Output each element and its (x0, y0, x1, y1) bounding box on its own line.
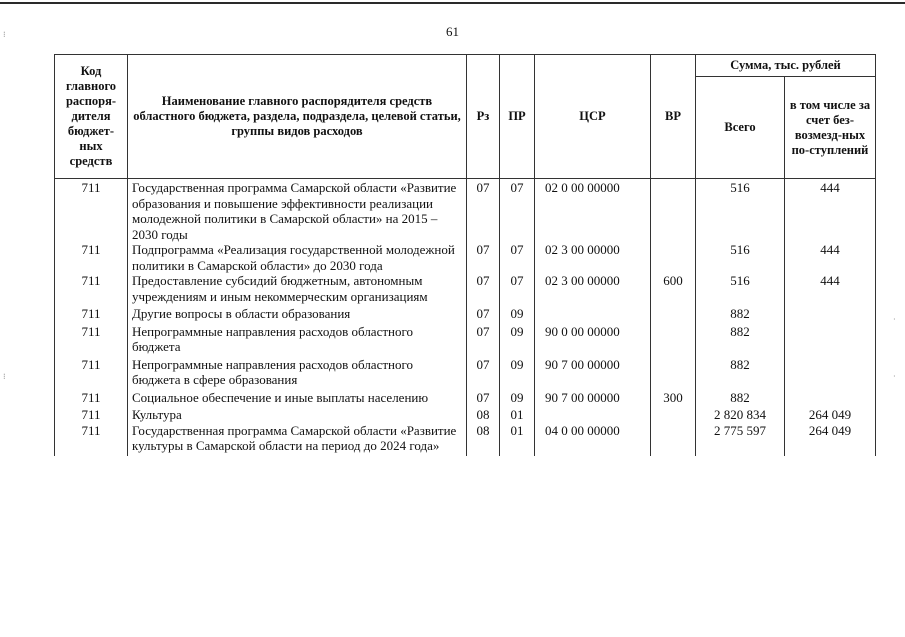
cell-csr: 90 7 00 00000 (535, 357, 651, 390)
header-sum-group: Сумма, тыс. рублей (696, 55, 876, 77)
cell-pr: 01 (500, 407, 535, 423)
cell-code: 711 (55, 357, 128, 390)
cell-vr (651, 306, 696, 324)
table-row (55, 423, 876, 456)
cell-total: 2 820 834 (696, 407, 785, 423)
table-row (55, 390, 876, 408)
cell-csr (535, 306, 651, 324)
cell-vr (651, 357, 696, 390)
table-row (55, 306, 876, 324)
cell-vr (651, 423, 696, 456)
cell-csr: 90 0 00 00000 (535, 324, 651, 357)
cell-total: 882 (696, 324, 785, 357)
cell-total: 516 (696, 179, 785, 243)
cell-rz: 07 (467, 242, 500, 273)
header-total: Всего (696, 77, 785, 179)
cell-grants: 264 049 (785, 423, 876, 456)
cell-vr (651, 407, 696, 423)
cell-vr (651, 324, 696, 357)
cell-rz: 07 (467, 273, 500, 306)
budget-table (54, 54, 876, 456)
cell-pr: 07 (500, 179, 535, 243)
cell-name: Предоставление субсидий бюджетным, автономным учреждениям и иным некоммерческим организациям (128, 273, 467, 306)
cell-code: 711 (55, 390, 128, 408)
cell-csr: 90 7 00 00000 (535, 390, 651, 408)
cell-grants (785, 306, 876, 324)
table-row (55, 273, 876, 306)
cell-grants: 444 (785, 242, 876, 273)
scan-speck: · (893, 315, 896, 324)
cell-pr: 09 (500, 324, 535, 357)
cell-vr: 300 (651, 390, 696, 408)
table-row (55, 242, 876, 273)
header-pr: ПР (500, 55, 535, 179)
cell-grants (785, 390, 876, 408)
cell-code: 711 (55, 407, 128, 423)
cell-csr: 02 3 00 00000 (535, 273, 651, 306)
cell-total: 882 (696, 306, 785, 324)
cell-rz: 07 (467, 357, 500, 390)
cell-pr: 01 (500, 423, 535, 456)
table-row (55, 179, 876, 243)
cell-grants (785, 357, 876, 390)
cell-pr: 09 (500, 357, 535, 390)
cell-total: 882 (696, 357, 785, 390)
cell-name: Непрограммные направления расходов областного бюджета (128, 324, 467, 357)
header-vr: ВР (651, 55, 696, 179)
cell-code: 711 (55, 179, 128, 243)
cell-rz: 07 (467, 179, 500, 243)
cell-rz: 07 (467, 306, 500, 324)
scan-speck: ⁝ (3, 30, 6, 39)
cell-csr: 02 0 00 00000 (535, 179, 651, 243)
cell-pr: 07 (500, 242, 535, 273)
scan-speck: ⁝ (3, 372, 6, 381)
cell-rz: 07 (467, 324, 500, 357)
cell-name: Другие вопросы в области образования (128, 306, 467, 324)
cell-rz: 08 (467, 423, 500, 456)
cell-total: 516 (696, 273, 785, 306)
scan-speck: · (893, 372, 896, 381)
cell-grants: 444 (785, 273, 876, 306)
cell-name: Культура (128, 407, 467, 423)
cell-csr: 02 3 00 00000 (535, 242, 651, 273)
cell-grants: 444 (785, 179, 876, 243)
cell-total: 516 (696, 242, 785, 273)
cell-code: 711 (55, 306, 128, 324)
cell-vr: 600 (651, 273, 696, 306)
cell-csr (535, 407, 651, 423)
header-grants: в том числе за счет без-возмезд-ных по-ступлений (785, 77, 876, 179)
header-csr: ЦСР (535, 55, 651, 179)
cell-name: Государственная программа Самарской области «Развитие образования и повышение эффективности реализации молодежной политики в Самарской области» на 2015 – 2030 годы (128, 179, 467, 243)
cell-rz: 08 (467, 407, 500, 423)
cell-name: Подпрограмма «Реализация государственной молодежной политики в Самарской области» до 2030 года (128, 242, 467, 273)
table-body (55, 179, 876, 456)
scan-top-border (0, 2, 905, 4)
cell-pr: 09 (500, 390, 535, 408)
cell-grants: 264 049 (785, 407, 876, 423)
table-row (55, 357, 876, 390)
page-number: 61 (446, 24, 459, 39)
cell-name: Государственная программа Самарской области «Развитие культуры в Самарской области на период до 2024 года» (128, 423, 467, 456)
header-rz: Рз (467, 55, 500, 179)
header-name: Наименование главного распорядителя средств областного бюджета, раздела, подраздела, целевой статьи, группы видов расходов (128, 55, 467, 179)
cell-total: 2 775 597 (696, 423, 785, 456)
table-row (55, 407, 876, 423)
cell-rz: 07 (467, 390, 500, 408)
cell-total: 882 (696, 390, 785, 408)
cell-grants (785, 324, 876, 357)
cell-code: 711 (55, 324, 128, 357)
cell-pr: 07 (500, 273, 535, 306)
cell-pr: 09 (500, 306, 535, 324)
cell-code: 711 (55, 423, 128, 456)
cell-name: Непрограммные направления расходов областного бюджета в сфере образования (128, 357, 467, 390)
cell-vr (651, 179, 696, 243)
header-code: Код главного распоря-дителя бюджет-ных средств (55, 55, 128, 179)
cell-name: Социальное обеспечение и иные выплаты населению (128, 390, 467, 408)
cell-csr: 04 0 00 00000 (535, 423, 651, 456)
table-row (55, 324, 876, 357)
cell-code: 711 (55, 273, 128, 306)
cell-code: 711 (55, 242, 128, 273)
cell-vr (651, 242, 696, 273)
